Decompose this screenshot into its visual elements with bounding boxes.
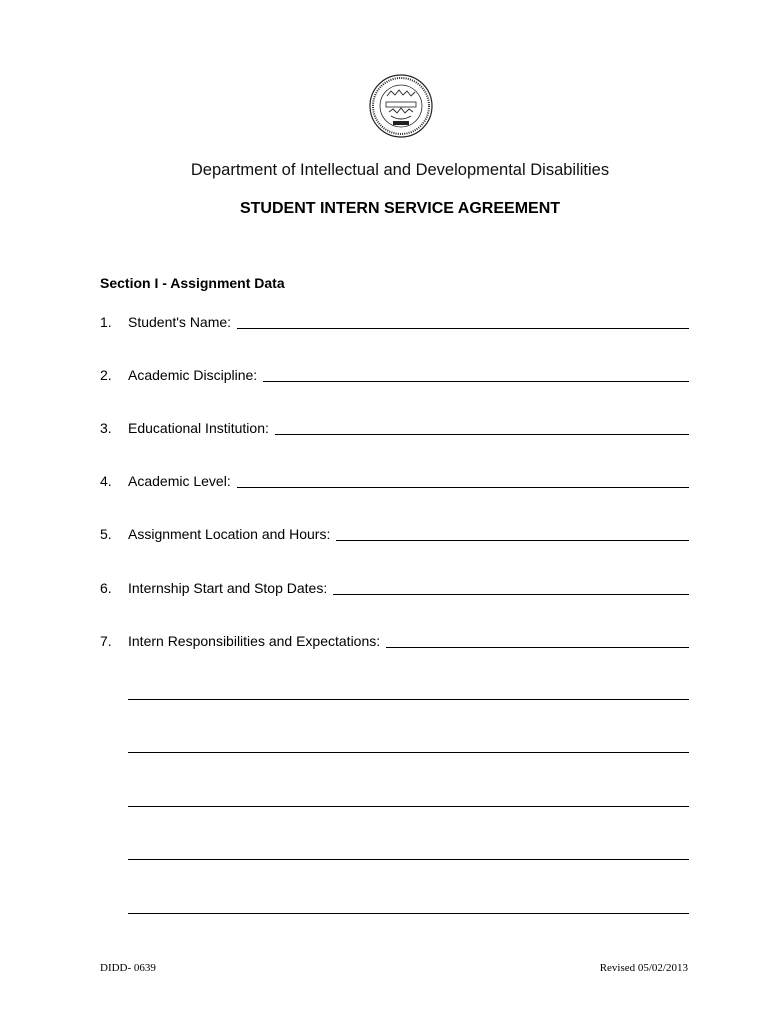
responsibilities-continuation-line[interactable] xyxy=(128,752,689,753)
field-number: 1. xyxy=(100,314,112,330)
form-number: DIDD- 0639 xyxy=(100,962,156,974)
intern-responsibilities-input[interactable] xyxy=(386,646,689,648)
internship-dates-input[interactable] xyxy=(333,593,689,595)
field-number: 6. xyxy=(100,580,112,596)
academic-level-input[interactable] xyxy=(237,486,689,488)
revision-date: Revised 05/02/2013 xyxy=(599,962,688,974)
field-number: 7. xyxy=(100,633,112,649)
field-assignment-location-hours xyxy=(100,522,689,542)
field-internship-dates xyxy=(100,576,689,596)
field-students-name xyxy=(100,310,689,330)
responsibilities-continuation-line[interactable] xyxy=(128,699,689,700)
academic-discipline-input[interactable] xyxy=(263,380,689,382)
field-label: Academic Discipline: xyxy=(128,367,258,383)
section-heading: Section I - Assignment Data xyxy=(100,275,285,291)
educational-institution-input[interactable] xyxy=(275,433,689,435)
field-label: Intern Responsibilities and Expectations: xyxy=(128,633,381,649)
field-label: Student's Name: xyxy=(128,314,232,330)
field-number: 4. xyxy=(100,473,112,489)
responsibilities-continuation-line[interactable] xyxy=(128,859,689,860)
field-educational-institution xyxy=(100,416,689,436)
field-academic-level xyxy=(100,469,689,489)
department-name: Department of Intellectual and Developmental Disabilities xyxy=(190,161,610,179)
field-number: 2. xyxy=(100,367,112,383)
field-label: Academic Level: xyxy=(128,473,231,489)
responsibilities-continuation-line[interactable] xyxy=(128,806,689,807)
assignment-location-hours-input[interactable] xyxy=(336,539,689,541)
document-title: STUDENT INTERN SERVICE AGREEMENT xyxy=(239,200,561,217)
field-number: 5. xyxy=(100,526,112,542)
students-name-input[interactable] xyxy=(237,327,689,329)
field-intern-responsibilities xyxy=(100,629,689,649)
field-academic-discipline xyxy=(100,363,689,383)
field-number: 3. xyxy=(100,420,112,436)
responsibilities-continuation-line[interactable] xyxy=(128,913,689,914)
field-label: Internship Start and Stop Dates: xyxy=(128,580,328,596)
field-label: Educational Institution: xyxy=(128,420,269,436)
field-label: Assignment Location and Hours: xyxy=(128,526,331,542)
state-seal-icon xyxy=(369,74,433,138)
